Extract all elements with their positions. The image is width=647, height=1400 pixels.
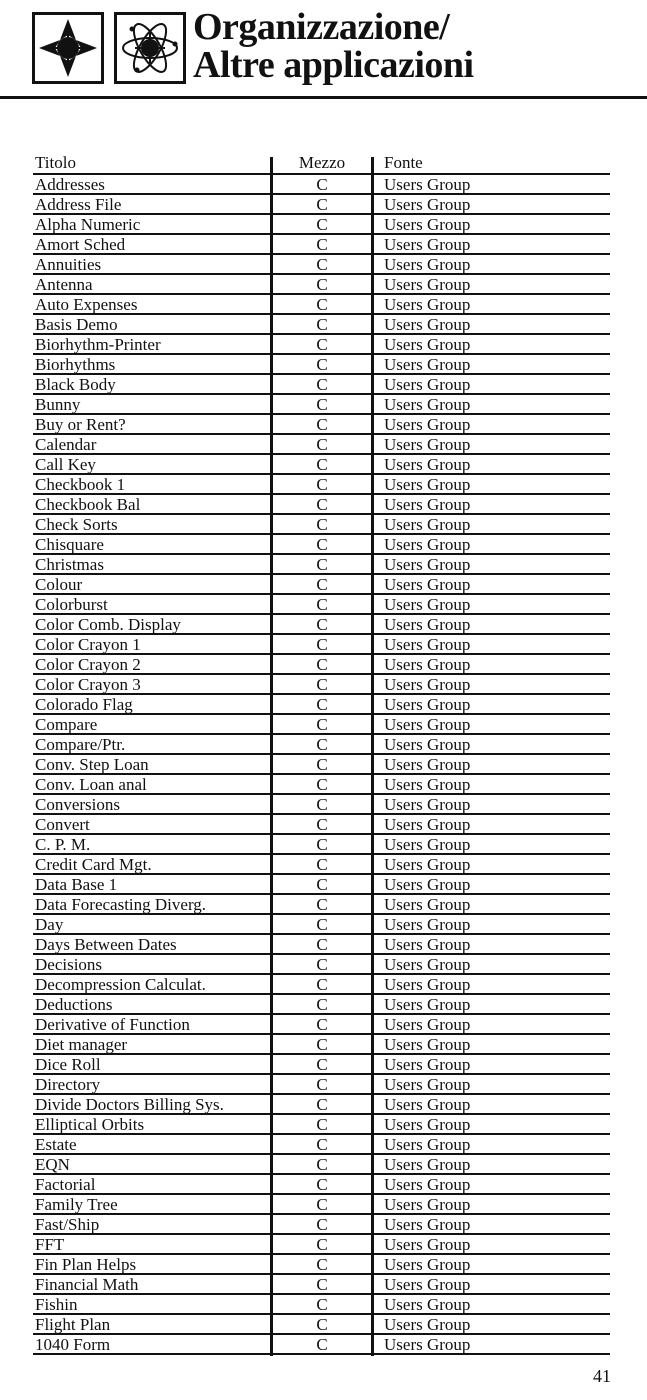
cell-mezzo: C — [316, 395, 328, 413]
cell-fonte: Users Group — [384, 435, 471, 453]
cell-fonte: Users Group — [384, 535, 471, 553]
cell-titolo: Colorburst — [35, 595, 108, 613]
table-row — [33, 315, 610, 335]
table-row — [33, 915, 610, 935]
cell-titolo: Biorhythms — [35, 355, 116, 373]
cell-titolo: Data Base 1 — [35, 875, 118, 893]
cell-titolo: Financial Math — [35, 1275, 139, 1293]
table-row — [33, 1155, 610, 1175]
cell-fonte: Users Group — [384, 195, 471, 213]
table-row — [33, 455, 610, 475]
cell-fonte: Users Group — [384, 895, 471, 913]
cell-mezzo: C — [316, 1275, 328, 1293]
cell-titolo: Calendar — [35, 435, 97, 453]
cell-titolo: Diet manager — [35, 1035, 128, 1053]
cell-mezzo: C — [316, 435, 328, 453]
table-header-row — [33, 153, 610, 175]
cell-titolo: Fin Plan Helps — [35, 1255, 137, 1273]
table-row — [33, 495, 610, 515]
table-row — [33, 1335, 610, 1355]
cell-mezzo: C — [316, 295, 328, 313]
table-row — [33, 795, 610, 815]
cell-mezzo: C — [316, 315, 328, 333]
column-header-fonte: Fonte — [384, 153, 423, 172]
cell-fonte: Users Group — [384, 715, 471, 733]
cell-mezzo: C — [316, 1295, 328, 1313]
table-row — [33, 1055, 610, 1075]
cell-mezzo: C — [316, 235, 328, 253]
cell-mezzo: C — [316, 635, 328, 653]
table-row — [33, 375, 610, 395]
table-row — [33, 895, 610, 915]
cell-titolo: C. P. M. — [35, 835, 91, 853]
cell-fonte: Users Group — [384, 455, 471, 473]
cell-fonte: Users Group — [384, 575, 471, 593]
cell-fonte: Users Group — [384, 1215, 471, 1233]
cell-titolo: Black Body — [35, 375, 116, 393]
cell-mezzo: C — [316, 555, 328, 573]
cell-fonte: Users Group — [384, 1035, 471, 1053]
table-row — [33, 1315, 610, 1335]
table-row — [33, 655, 610, 675]
cell-mezzo: C — [316, 355, 328, 373]
cell-mezzo: C — [316, 715, 328, 733]
cell-fonte: Users Group — [384, 1235, 471, 1253]
cell-fonte: Users Group — [384, 475, 471, 493]
cell-titolo: Colorado Flag — [35, 695, 133, 713]
cell-titolo: Directory — [35, 1075, 101, 1093]
table-row — [33, 635, 610, 655]
cell-fonte: Users Group — [384, 1275, 471, 1293]
cell-fonte: Users Group — [384, 915, 471, 933]
table-row — [33, 675, 610, 695]
cell-titolo: Amort Sched — [35, 235, 126, 253]
cell-mezzo: C — [316, 175, 328, 193]
table-row — [33, 395, 610, 415]
cell-mezzo: C — [316, 815, 328, 833]
table-row — [33, 275, 610, 295]
cell-fonte: Users Group — [384, 635, 471, 653]
cell-fonte: Users Group — [384, 175, 471, 193]
cell-mezzo: C — [316, 1335, 328, 1353]
cell-mezzo: C — [316, 955, 328, 973]
cell-mezzo: C — [316, 495, 328, 513]
cell-mezzo: C — [316, 1075, 328, 1093]
table-row — [33, 835, 610, 855]
cell-fonte: Users Group — [384, 975, 471, 993]
table-row — [33, 1275, 610, 1295]
cell-titolo: Color Crayon 2 — [35, 655, 141, 673]
cell-fonte: Users Group — [384, 415, 471, 433]
table-row — [33, 775, 610, 795]
cell-mezzo: C — [316, 655, 328, 673]
cell-mezzo: C — [316, 615, 328, 633]
cell-fonte: Users Group — [384, 835, 471, 853]
table-row — [33, 1235, 610, 1255]
cell-mezzo: C — [316, 1015, 328, 1033]
cell-fonte: Users Group — [384, 615, 471, 633]
cell-mezzo: C — [316, 1115, 328, 1133]
table-row — [33, 935, 610, 955]
cell-fonte: Users Group — [384, 1135, 471, 1153]
cell-titolo: Antenna — [35, 275, 93, 293]
cell-mezzo: C — [316, 475, 328, 493]
cell-titolo: Colour — [35, 575, 83, 593]
cell-titolo: Chisquare — [35, 535, 104, 553]
cell-mezzo: C — [316, 575, 328, 593]
cell-mezzo: C — [316, 1235, 328, 1253]
table-row — [33, 215, 610, 235]
table-row — [33, 1015, 610, 1035]
cell-mezzo: C — [316, 1155, 328, 1173]
cell-mezzo: C — [316, 515, 328, 533]
applications-table — [33, 153, 610, 1355]
cell-fonte: Users Group — [384, 1195, 471, 1213]
table-row — [33, 555, 610, 575]
cell-mezzo: C — [316, 875, 328, 893]
cell-mezzo: C — [316, 755, 328, 773]
table-row — [33, 235, 610, 255]
cell-fonte: Users Group — [384, 695, 471, 713]
table-row — [33, 1115, 610, 1135]
cell-titolo: Fishin — [35, 1295, 78, 1313]
cell-mezzo: C — [316, 255, 328, 273]
cell-fonte: Users Group — [384, 795, 471, 813]
cell-titolo: Bunny — [35, 395, 81, 413]
cell-fonte: Users Group — [384, 955, 471, 973]
table-row — [33, 735, 610, 755]
cell-mezzo: C — [316, 275, 328, 293]
cell-fonte: Users Group — [384, 1335, 471, 1353]
cell-titolo: Dice Roll — [35, 1055, 101, 1073]
table-row — [33, 1195, 610, 1215]
cell-titolo: Credit Card Mgt. — [35, 855, 152, 873]
cell-mezzo: C — [316, 1135, 328, 1153]
table-row — [33, 195, 610, 215]
cell-fonte: Users Group — [384, 275, 471, 293]
table-row — [33, 535, 610, 555]
table-row — [33, 995, 610, 1015]
cell-fonte: Users Group — [384, 875, 471, 893]
cell-fonte: Users Group — [384, 595, 471, 613]
cell-titolo: FFT — [35, 1235, 65, 1253]
table-row — [33, 1095, 610, 1115]
cell-titolo: Days Between Dates — [35, 935, 177, 953]
cell-titolo: Color Crayon 3 — [35, 675, 141, 693]
cell-titolo: Basis Demo — [35, 315, 118, 333]
page-title — [193, 8, 474, 84]
cell-mezzo: C — [316, 1035, 328, 1053]
cell-fonte: Users Group — [384, 1315, 471, 1333]
page-header — [0, 0, 647, 100]
cell-fonte: Users Group — [384, 935, 471, 953]
cell-mezzo: C — [316, 1175, 328, 1193]
cell-titolo: Compare — [35, 715, 98, 733]
cell-fonte: Users Group — [384, 735, 471, 753]
cell-mezzo: C — [316, 735, 328, 753]
table-row — [33, 855, 610, 875]
table-row — [33, 255, 610, 275]
table-row — [33, 1255, 610, 1275]
cell-fonte: Users Group — [384, 315, 471, 333]
cell-titolo: Deductions — [35, 995, 113, 1013]
cell-fonte: Users Group — [384, 515, 471, 533]
table-row — [33, 755, 610, 775]
cell-fonte: Users Group — [384, 1075, 471, 1093]
cell-titolo: EQN — [35, 1155, 70, 1173]
cell-titolo: Factorial — [35, 1175, 96, 1193]
table-row — [33, 955, 610, 975]
cell-mezzo: C — [316, 995, 328, 1013]
cell-fonte: Users Group — [384, 1255, 471, 1273]
compass-rose-icon — [32, 12, 104, 84]
cell-titolo: Call Key — [35, 455, 96, 473]
cell-titolo: Conv. Step Loan — [35, 755, 149, 773]
cell-mezzo: C — [316, 935, 328, 953]
cell-titolo: Addresses — [35, 175, 105, 193]
cell-titolo: Divide Doctors Billing Sys. — [35, 1095, 224, 1113]
cell-mezzo: C — [316, 1215, 328, 1233]
cell-fonte: Users Group — [384, 995, 471, 1013]
cell-titolo: Checkbook 1 — [35, 475, 126, 493]
table-row — [33, 815, 610, 835]
cell-mezzo: C — [316, 375, 328, 393]
cell-titolo: Convert — [35, 815, 90, 833]
cell-titolo: Compare/Ptr. — [35, 735, 126, 753]
cell-mezzo: C — [316, 975, 328, 993]
cell-mezzo: C — [316, 1195, 328, 1213]
cell-titolo: Decisions — [35, 955, 103, 973]
cell-titolo: 1040 Form — [35, 1335, 111, 1353]
cell-mezzo: C — [316, 795, 328, 813]
table-row — [33, 475, 610, 495]
table-row — [33, 335, 610, 355]
atom-icon — [114, 12, 186, 84]
cell-mezzo: C — [316, 1255, 328, 1273]
cell-fonte: Users Group — [384, 1155, 471, 1173]
cell-mezzo: C — [316, 215, 328, 233]
cell-titolo: Fast/Ship — [35, 1215, 100, 1233]
cell-fonte: Users Group — [384, 215, 471, 233]
cell-titolo: Color Comb. Display — [35, 615, 181, 633]
cell-titolo: Check Sorts — [35, 515, 118, 533]
cell-titolo: Derivative of Function — [35, 1015, 190, 1033]
cell-fonte: Users Group — [384, 755, 471, 773]
cell-titolo: Address File — [35, 195, 122, 213]
cell-mezzo: C — [316, 775, 328, 793]
table-row — [33, 1035, 610, 1055]
cell-mezzo: C — [316, 915, 328, 933]
cell-fonte: Users Group — [384, 255, 471, 273]
cell-mezzo: C — [316, 835, 328, 853]
cell-mezzo: C — [316, 675, 328, 693]
table-row — [33, 975, 610, 995]
table-row — [33, 175, 610, 195]
cell-titolo: Biorhythm-Printer — [35, 335, 161, 353]
cell-titolo: Conversions — [35, 795, 120, 813]
cell-titolo: Color Crayon 1 — [35, 635, 141, 653]
cell-mezzo: C — [316, 855, 328, 873]
table-row — [33, 875, 610, 895]
cell-mezzo: C — [316, 695, 328, 713]
column-header-titolo: Titolo — [35, 153, 76, 172]
cell-fonte: Users Group — [384, 355, 471, 373]
cell-titolo: Day — [35, 915, 64, 933]
cell-fonte: Users Group — [384, 1055, 471, 1073]
cell-titolo: Elliptical Orbits — [35, 1115, 145, 1133]
cell-fonte: Users Group — [384, 395, 471, 413]
title-line-1: Organizzazione/ — [193, 6, 450, 48]
cell-fonte: Users Group — [384, 295, 471, 313]
table-row — [33, 1295, 610, 1315]
table-row — [33, 1135, 610, 1155]
cell-titolo: Alpha Numeric — [35, 215, 141, 233]
cell-titolo: Conv. Loan anal — [35, 775, 147, 793]
cell-titolo: Buy or Rent? — [35, 415, 126, 433]
table-row — [33, 295, 610, 315]
cell-titolo: Christmas — [35, 555, 104, 573]
table-row — [33, 1215, 610, 1235]
table-row — [33, 1075, 610, 1095]
cell-fonte: Users Group — [384, 815, 471, 833]
cell-titolo: Data Forecasting Diverg. — [35, 895, 207, 913]
table-row — [33, 515, 610, 535]
cell-fonte: Users Group — [384, 675, 471, 693]
cell-mezzo: C — [316, 1315, 328, 1333]
cell-mezzo: C — [316, 895, 328, 913]
cell-fonte: Users Group — [384, 555, 471, 573]
cell-fonte: Users Group — [384, 1115, 471, 1133]
table-row — [33, 415, 610, 435]
cell-fonte: Users Group — [384, 235, 471, 253]
cell-titolo: Decompression Calculat. — [35, 975, 206, 993]
cell-fonte: Users Group — [384, 335, 471, 353]
cell-mezzo: C — [316, 535, 328, 553]
table-row — [33, 695, 610, 715]
cell-titolo: Estate — [35, 1135, 77, 1153]
cell-mezzo: C — [316, 1095, 328, 1113]
cell-fonte: Users Group — [384, 775, 471, 793]
table-row — [33, 715, 610, 735]
cell-fonte: Users Group — [384, 375, 471, 393]
cell-mezzo: C — [316, 415, 328, 433]
cell-mezzo: C — [316, 195, 328, 213]
cell-fonte: Users Group — [384, 1295, 471, 1313]
cell-fonte: Users Group — [384, 495, 471, 513]
cell-fonte: Users Group — [384, 1015, 471, 1033]
column-header-mezzo: Mezzo — [298, 153, 346, 172]
cell-titolo: Auto Expenses — [35, 295, 138, 313]
table-row — [33, 1175, 610, 1195]
cell-titolo: Checkbook Bal — [35, 495, 141, 513]
cell-mezzo: C — [316, 1055, 328, 1073]
title-line-2: Altre applicazioni — [193, 44, 474, 86]
cell-fonte: Users Group — [384, 855, 471, 873]
cell-titolo: Family Tree — [35, 1195, 118, 1213]
table-row — [33, 595, 610, 615]
cell-fonte: Users Group — [384, 1175, 471, 1193]
table-row — [33, 575, 610, 595]
cell-mezzo: C — [316, 455, 328, 473]
header-rule — [0, 96, 647, 99]
cell-mezzo: C — [316, 335, 328, 353]
cell-mezzo: C — [316, 595, 328, 613]
table-row — [33, 355, 610, 375]
cell-titolo: Annuities — [35, 255, 102, 273]
cell-titolo: Flight Plan — [35, 1315, 111, 1333]
cell-fonte: Users Group — [384, 1095, 471, 1113]
page-number: 41 — [593, 1366, 611, 1386]
table-row — [33, 615, 610, 635]
cell-fonte: Users Group — [384, 655, 471, 673]
table-row — [33, 435, 610, 455]
